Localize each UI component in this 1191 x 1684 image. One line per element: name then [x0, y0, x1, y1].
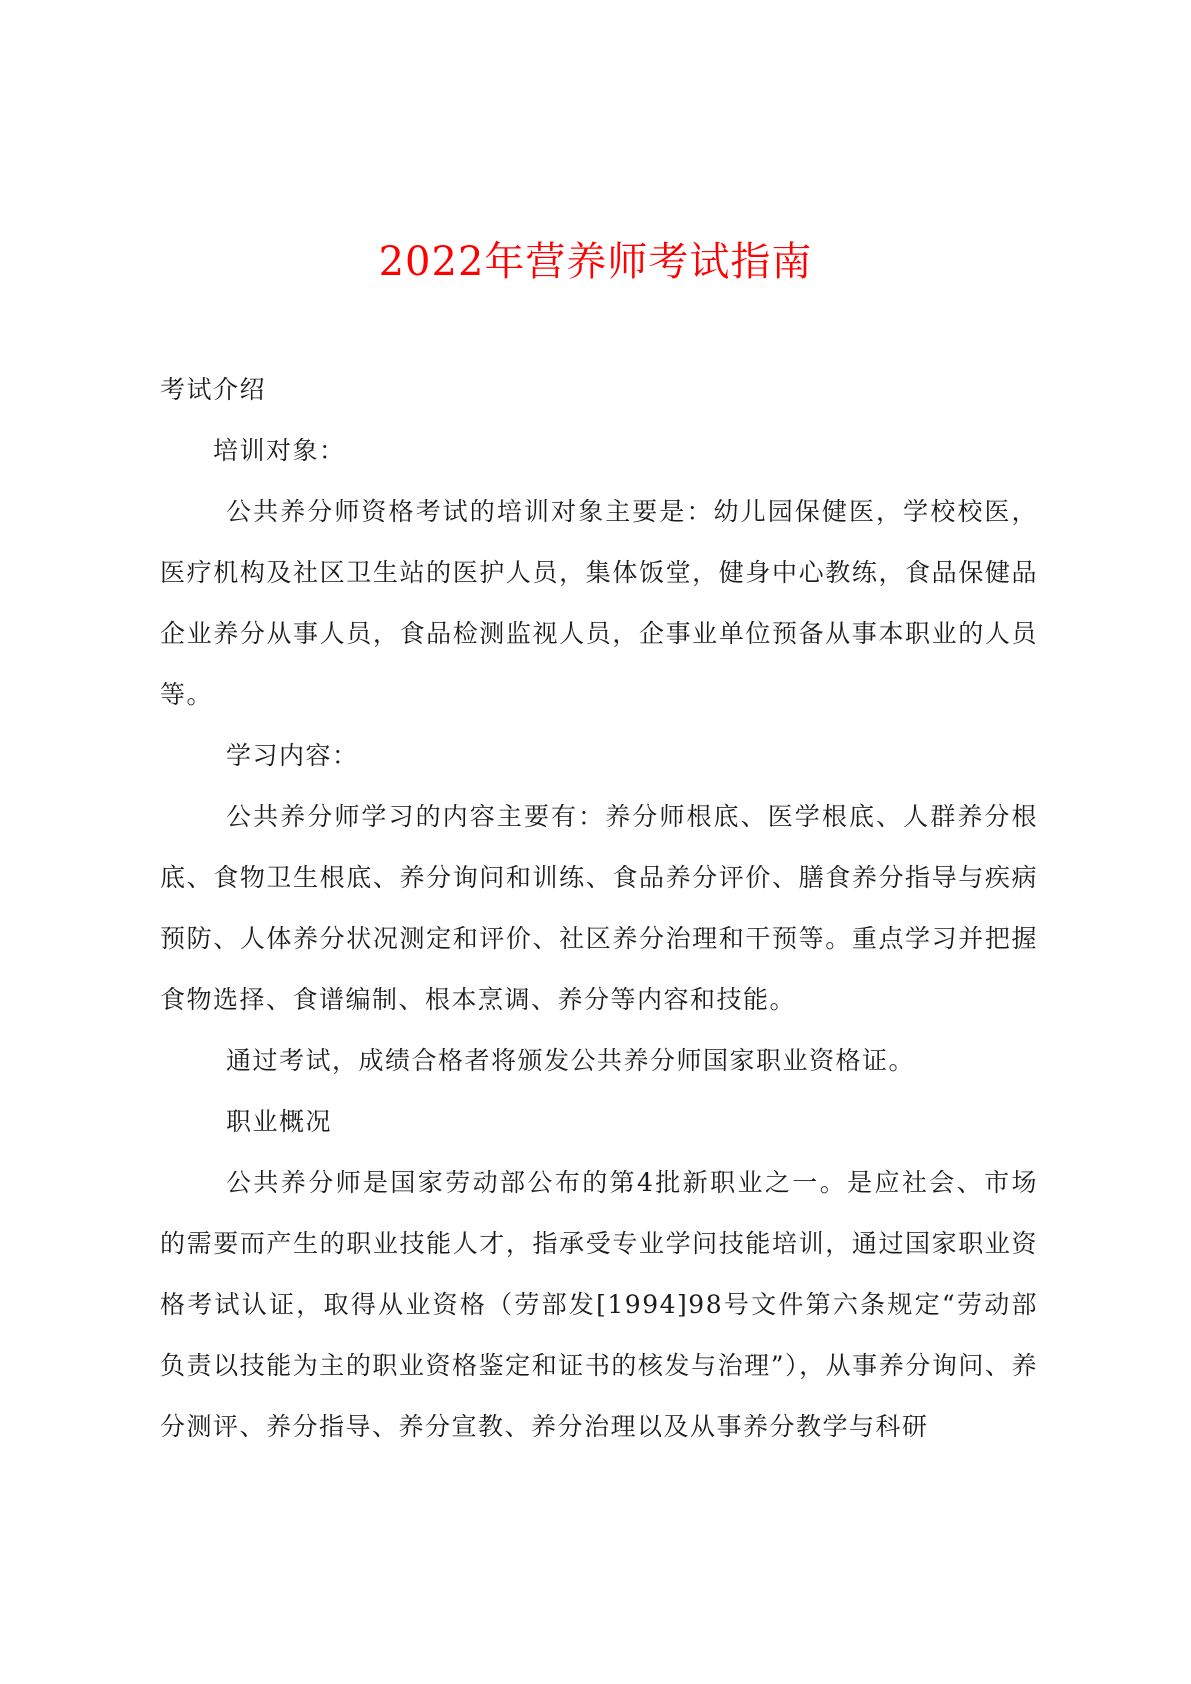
paragraph-certificate: 通过考试，成绩合格者将颁发公共养分师国家职业资格证。 — [226, 1046, 916, 1075]
paragraph-study-content: 公共养分师学习的内容主要有：养分师根底、医学根底、人群养分根底、食物卫生根底、养分询问和训练、食品养分评价、膳食养分指导与疾病预防、人体养分状况测定和评价、社区养分治理和干预等。重点学习并把握食物选择、食谱编制、根本烹调、养分等内容和技能。 — [160, 802, 1038, 1014]
section-heading-exam-intro: 考试介绍 — [160, 375, 267, 404]
subheading-training-target: 培训对象： — [213, 436, 346, 465]
document-body — [160, 359, 1038, 1457]
document-title: 2022年营养师考试指南 — [378, 239, 813, 285]
subheading-career-overview: 职业概况 — [226, 1107, 333, 1136]
paragraph-career-overview: 公共养分师是国家劳动部公布的第4批新职业之一。是应社会、市场的需要而产生的职业技能人才，指承受专业学问技能培训，通过国家职业资格考试认证，取得从业资格（劳部发[1994]98号文件第六条规定“劳动部负责以技能为主的职业资格鉴定和证书的核发与治理”），从事养分询问、养分测评、养分指导、养分宣教、养分治理以及从事养分教学与科研 — [160, 1168, 1038, 1441]
subheading-study-content: 学习内容： — [226, 741, 359, 770]
paragraph-training-target: 公共养分师资格考试的培训对象主要是：幼儿园保健医，学校校医，医疗机构及社区卫生站的医护人员，集体饭堂，健身中心教练，食品保健品企业养分从事人员，食品检测监视人员，企事业单位预备从事本职业的人员等。 — [160, 497, 1038, 709]
